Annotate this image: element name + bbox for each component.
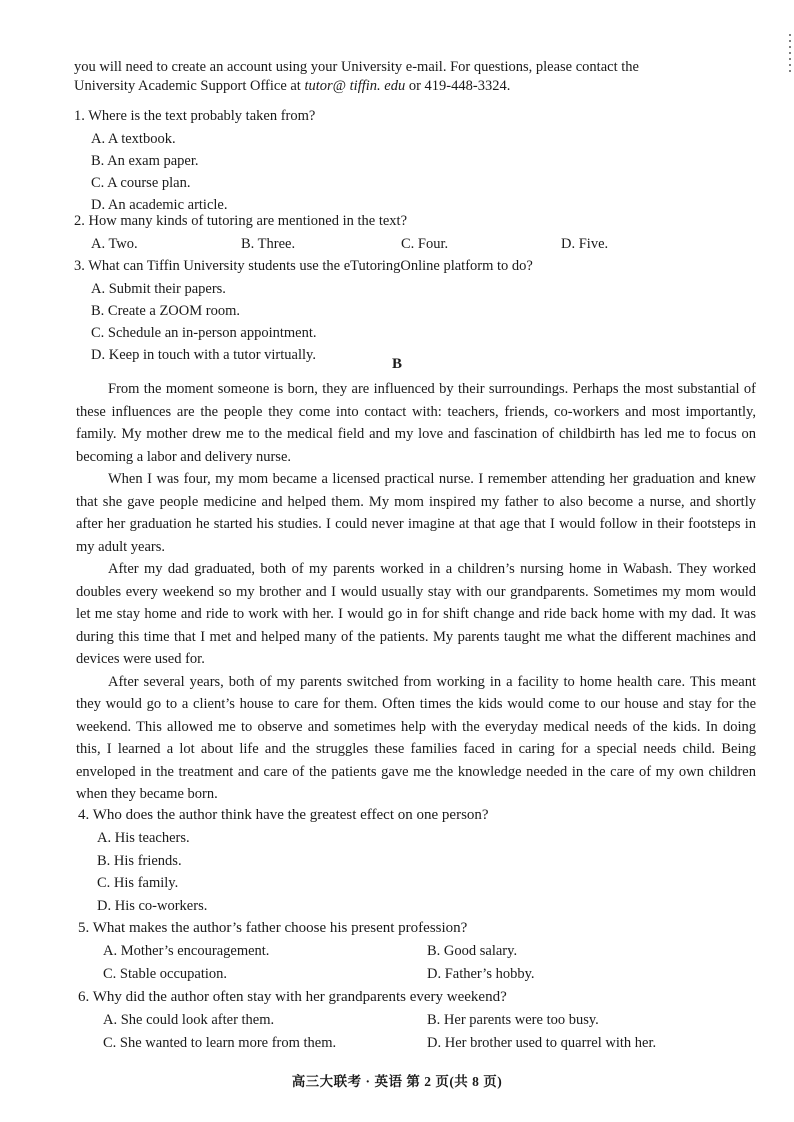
option-d: D. His co-workers. [97, 897, 208, 914]
binding-dots [786, 30, 794, 110]
option-c: C. His family. [97, 875, 179, 891]
passage-paragraph: From the moment someone is born, they are influenced by their surroundings. Perhaps the most substantial of these influences are the people they come into contact with: teachers, friends, co-workers and most importantly, family. My mother drew me to the medical field and my love and fascination of childbirth has led me to focus on becoming a labor and delivery nurse. [76, 381, 756, 465]
question-6-stem: 6. Why did the author often stay with her grandparents every weekend? [78, 989, 507, 1005]
intro-line-2-prefix: University Academic Support Office at [74, 78, 305, 94]
option-a: A. A textbook. [91, 130, 176, 147]
question-2 [74, 211, 734, 255]
option-b: B. Create a ZOOM room. [91, 302, 240, 319]
option-c: C. Schedule an in-person appointment. [91, 324, 317, 341]
option-d: D. Five. [561, 235, 609, 252]
option-d: D. An academic article. [91, 196, 228, 213]
intro-line-2 [74, 77, 734, 96]
passage-paragraph: After my dad graduated, both of my parents worked in a children’s nursing home in Wabash. They worked doubles every weekend so my brother and I would usually stay with our grandparents. Sometimes my mom would let me stay home and ride to work with her. I would go in for shift change and ride back home with my dad. It was during this time that I met and helped many of the patients. My parents taught me what the different machines and devices were used for. [76, 561, 756, 667]
passage-paragraph: After several years, both of my parents switched from working in a facility to home health care. This meant they would go to a client’s house to care for them. Often times the kids would come to our house and stay for the weekend. This allowed me to observe and sometimes help with the everyday medical needs of the kids. In doing this, I learned a lot about life and the struggles these families faced in caring for a special needs child. Being enveloped in the treatment and care of the patients gave me the knowledge needed in the care of my own children when they became born. [76, 673, 756, 802]
page-footer: 高三大联考 · 英语 第 2 页(共 8 页) [291, 1074, 503, 1089]
section-b-questions [78, 804, 738, 1055]
option-a: A. His teachers. [97, 830, 190, 846]
passage-paragraph: When I was four, my mom became a licensed practical nurse. I remember attending her graduation and knew that she gave people medicine and helped them. My mom inspired my father to also become a nurse, and shortly after her graduation he started his studies. I could never imagine at that age that I would follow in their footsteps in my adult years. [76, 471, 756, 555]
option-a: A. Mother’s encouragement. [103, 943, 270, 959]
option-c: C. Four. [401, 235, 449, 252]
options-row [78, 940, 738, 963]
intro-text [74, 58, 734, 96]
option-b: B. An exam paper. [91, 152, 199, 169]
question-stem: 3. What can Tiffin University students use the eTutoringOnline platform to do? [74, 258, 533, 274]
question-4-stem: 4. Who does the author think have the greatest effect on one person? [78, 807, 489, 823]
question-3 [74, 256, 734, 366]
option-b: B. Good salary. [427, 943, 518, 959]
option-d: D. Her brother used to quarrel with her. [427, 1035, 657, 1051]
option-d: D. Keep in touch with a tutor virtually. [91, 346, 316, 363]
option-a: A. Submit their papers. [91, 280, 226, 297]
options-row [78, 963, 738, 986]
option-c: C. She wanted to learn more from them. [103, 1035, 337, 1051]
section-b-heading: B [391, 356, 402, 372]
option-d: D. Father’s hobby. [427, 966, 535, 982]
intro-line-1: you will need to create an account using your University e-mail. For questions, please contact the [74, 59, 639, 75]
option-c: C. Stable occupation. [103, 966, 228, 982]
passage-b [76, 378, 756, 806]
question-stem: 1. Where is the text probably taken from? [74, 108, 316, 124]
option-a: A. Two. [91, 235, 138, 252]
options-row [74, 233, 734, 255]
option-b: B. Three. [241, 235, 296, 252]
question-stem: 2. How many kinds of tutoring are mentioned in the text? [74, 213, 408, 229]
option-c: C. A course plan. [91, 174, 191, 191]
option-b: B. His friends. [97, 852, 182, 869]
question-5-stem: 5. What makes the author’s father choose his present profession? [78, 920, 468, 936]
question-1 [74, 106, 734, 216]
intro-line-2-suffix: or 419-448-3324. [405, 78, 511, 94]
option-b: B. Her parents were too busy. [427, 1012, 599, 1028]
options-row [78, 1032, 738, 1055]
options-row [78, 1009, 738, 1032]
tutor-email: tutor@ tiffin. edu [304, 78, 406, 94]
option-a: A. She could look after them. [103, 1012, 275, 1028]
